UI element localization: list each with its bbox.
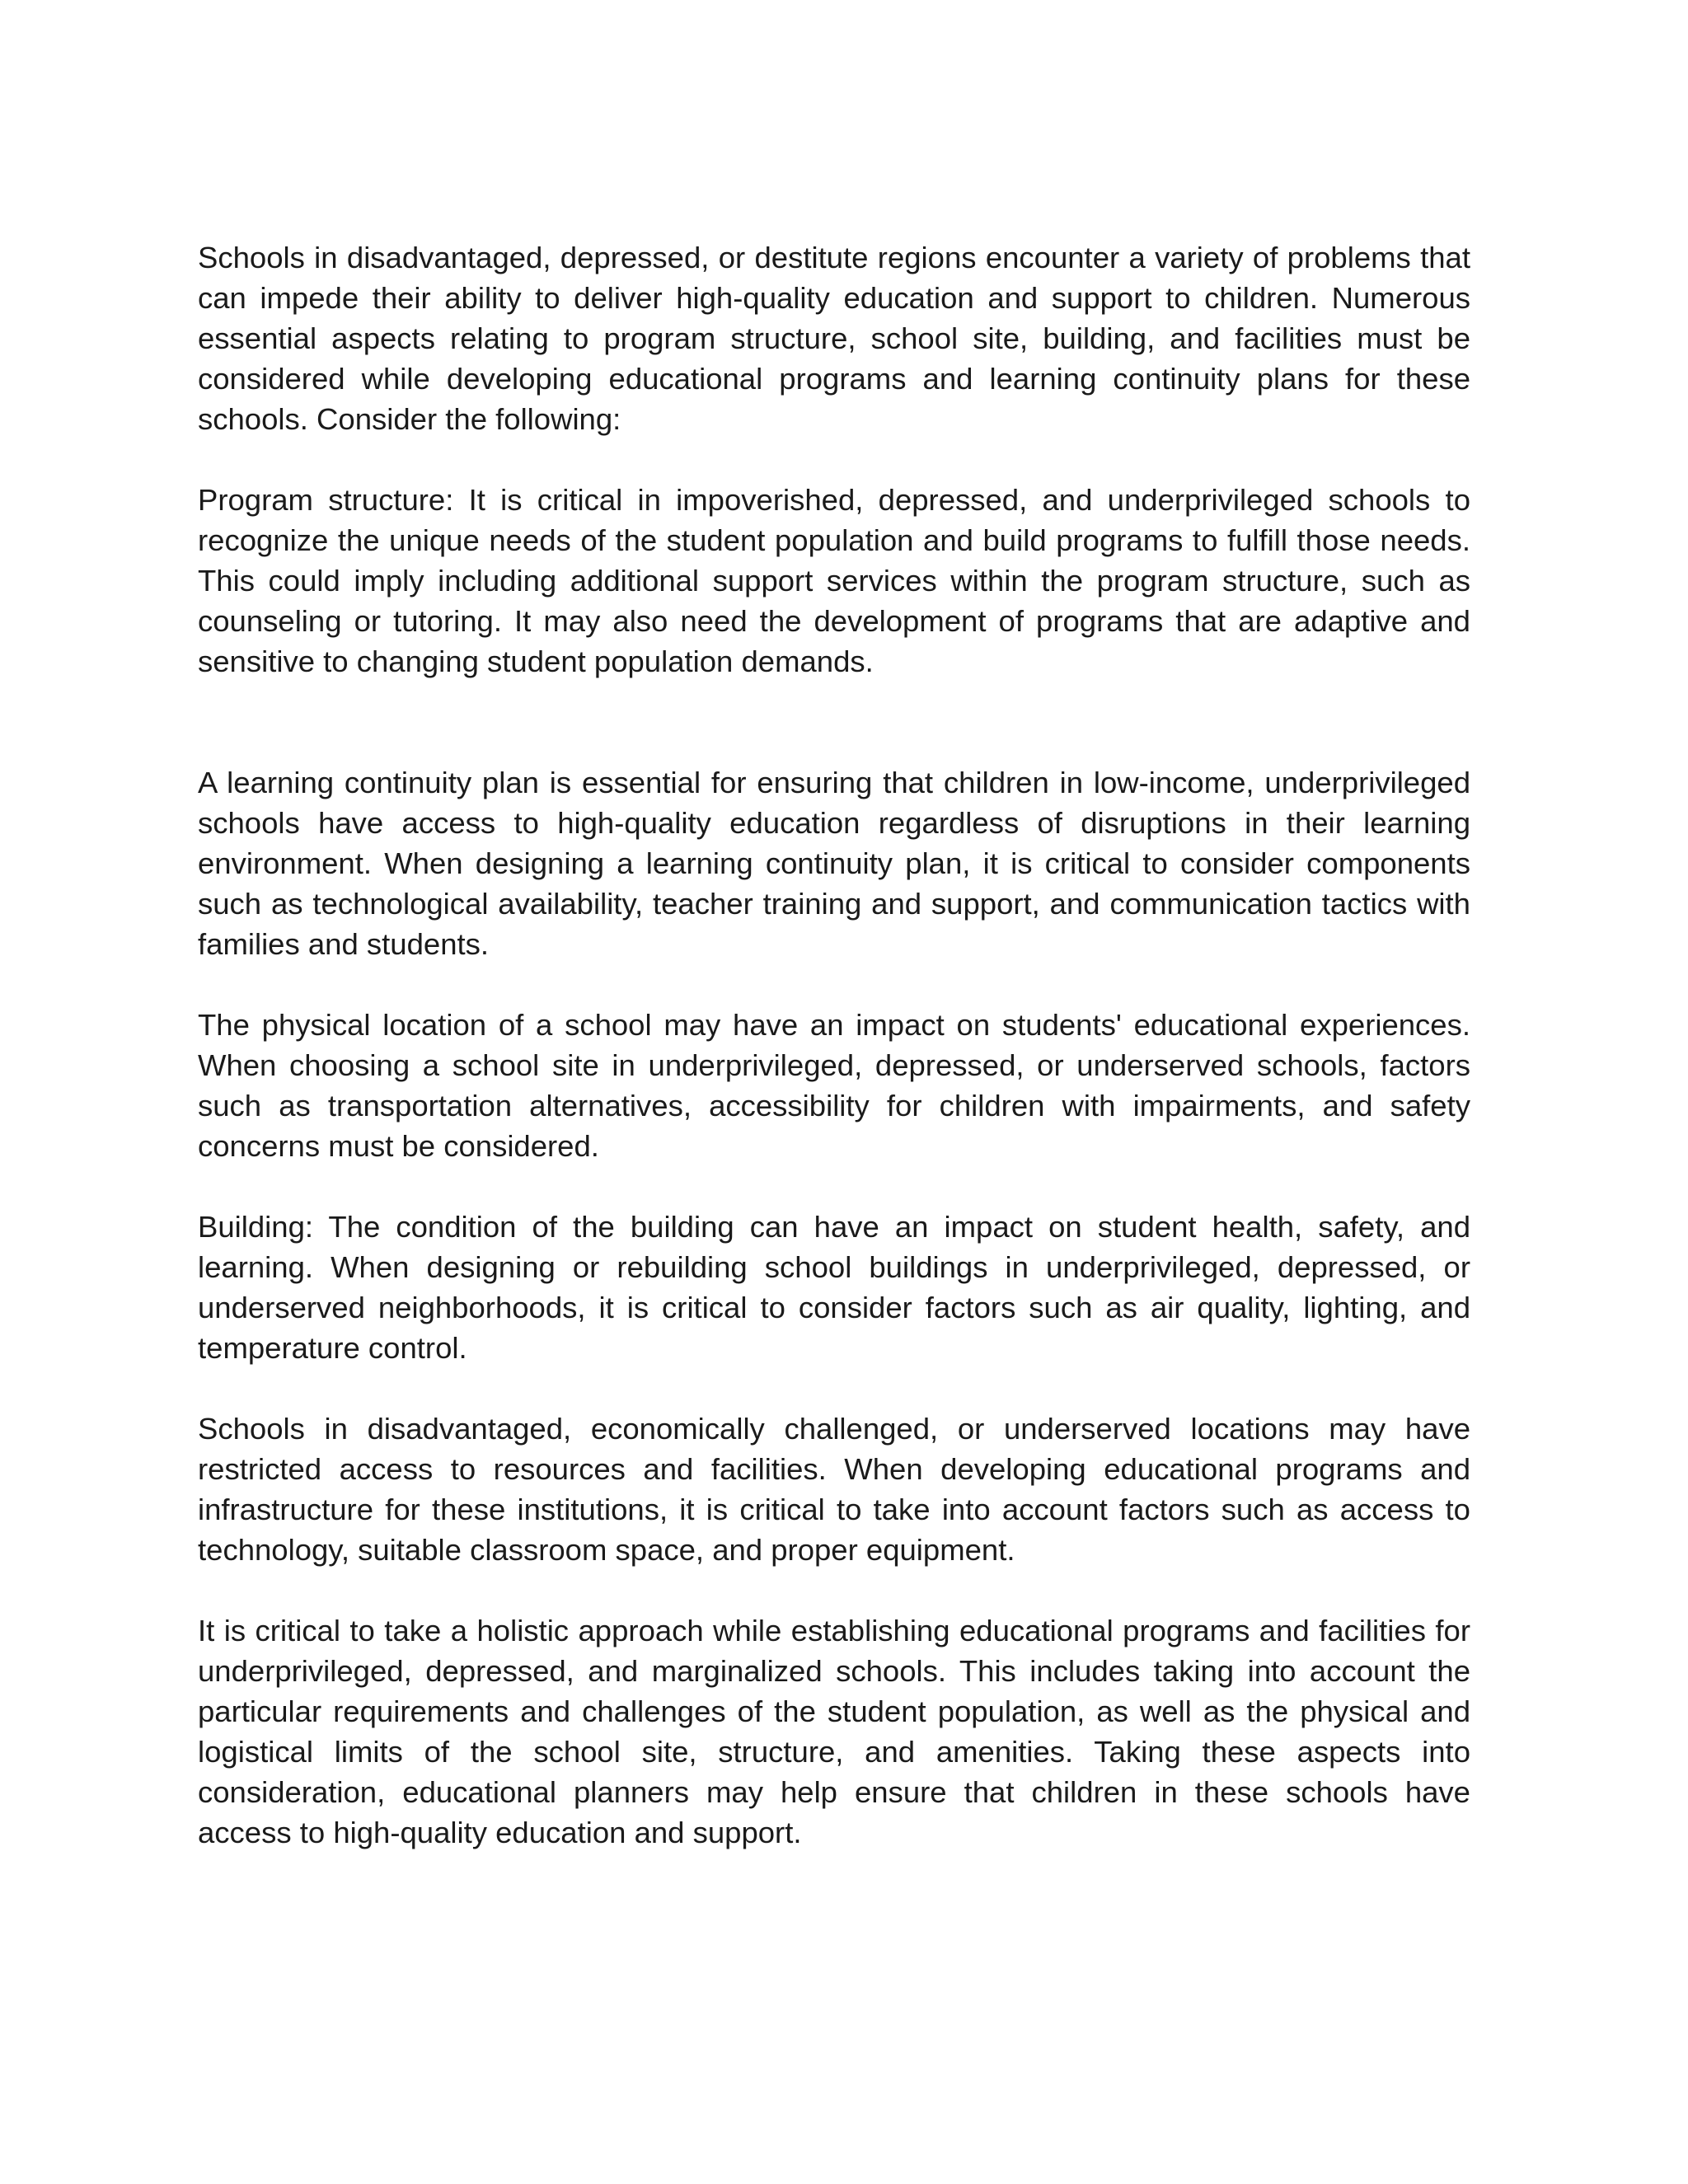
paragraph-building: Building: The condition of the building can have an impact on student health, safety, and learning. When designing or rebuilding school buildings in underprivileged, depressed, or underserved neighborhoods, it is critical to consider factors such as air quality, lighting, and temperature control. bbox=[198, 1210, 1470, 1365]
paragraph-spacer bbox=[198, 1368, 1470, 1408]
paragraph-spacer bbox=[198, 682, 1470, 762]
paragraph-conclusion: It is critical to take a holistic approach while establishing educational programs and facilities for underprivileged, depressed, and marginalized schools. This includes taking into account the particular requirements and challenges of the student population, as well as the physical and logistical limits of the school site, structure, and amenities. Taking these aspects into consideration, educational planners may help ensure that children in these schools have access to high-quality education and support. bbox=[198, 1614, 1470, 1849]
paragraph-program-structure: Program structure: It is critical in impoverished, depressed, and underprivileged schools to recognize the unique needs of the student population and build programs to fulfill those needs. This could imply including additional support services within the program structure, such as counseling or tutoring. It may also need the development of programs that are adaptive and sensitive to changing student population demands. bbox=[198, 483, 1470, 678]
paragraph-spacer bbox=[198, 1166, 1470, 1207]
paragraph-learning-continuity: A learning continuity plan is essential for ensuring that children in low-income, underprivileged schools have access to high-quality education regardless of disruptions in their learning environment. When designing a learning continuity plan, it is critical to consider components such as technological availability, teacher training and support, and communication tactics with families and students. bbox=[198, 766, 1470, 961]
paragraph-spacer bbox=[198, 439, 1470, 480]
paragraph-spacer bbox=[198, 1570, 1470, 1610]
paragraph-spacer bbox=[198, 964, 1470, 1005]
paragraph-school-site: The physical location of a school may have an impact on students' educational experiences. When choosing a school site in underprivileged, depressed, or underserved schools, factors such as transportation alternatives, accessibility for children with impairments, and safety concerns must be considered. bbox=[198, 1008, 1470, 1163]
paragraph-introduction: Schools in disadvantaged, depressed, or destitute regions encounter a variety of problems that can impede their ability to deliver high-quality education and support to children. Numerous essential aspects relating to program structure, school site, building, and facilities must be considered while developing educational programs and learning continuity plans for these schools. Consider the following: bbox=[198, 241, 1470, 436]
document-body bbox=[198, 237, 1470, 1853]
paragraph-facilities: Schools in disadvantaged, economically challenged, or underserved locations may have restricted access to resources and facilities. When developing educational programs and infrastructure for these institutions, it is critical to take into account factors such as access to technology, suitable classroom space, and proper equipment. bbox=[198, 1412, 1470, 1567]
